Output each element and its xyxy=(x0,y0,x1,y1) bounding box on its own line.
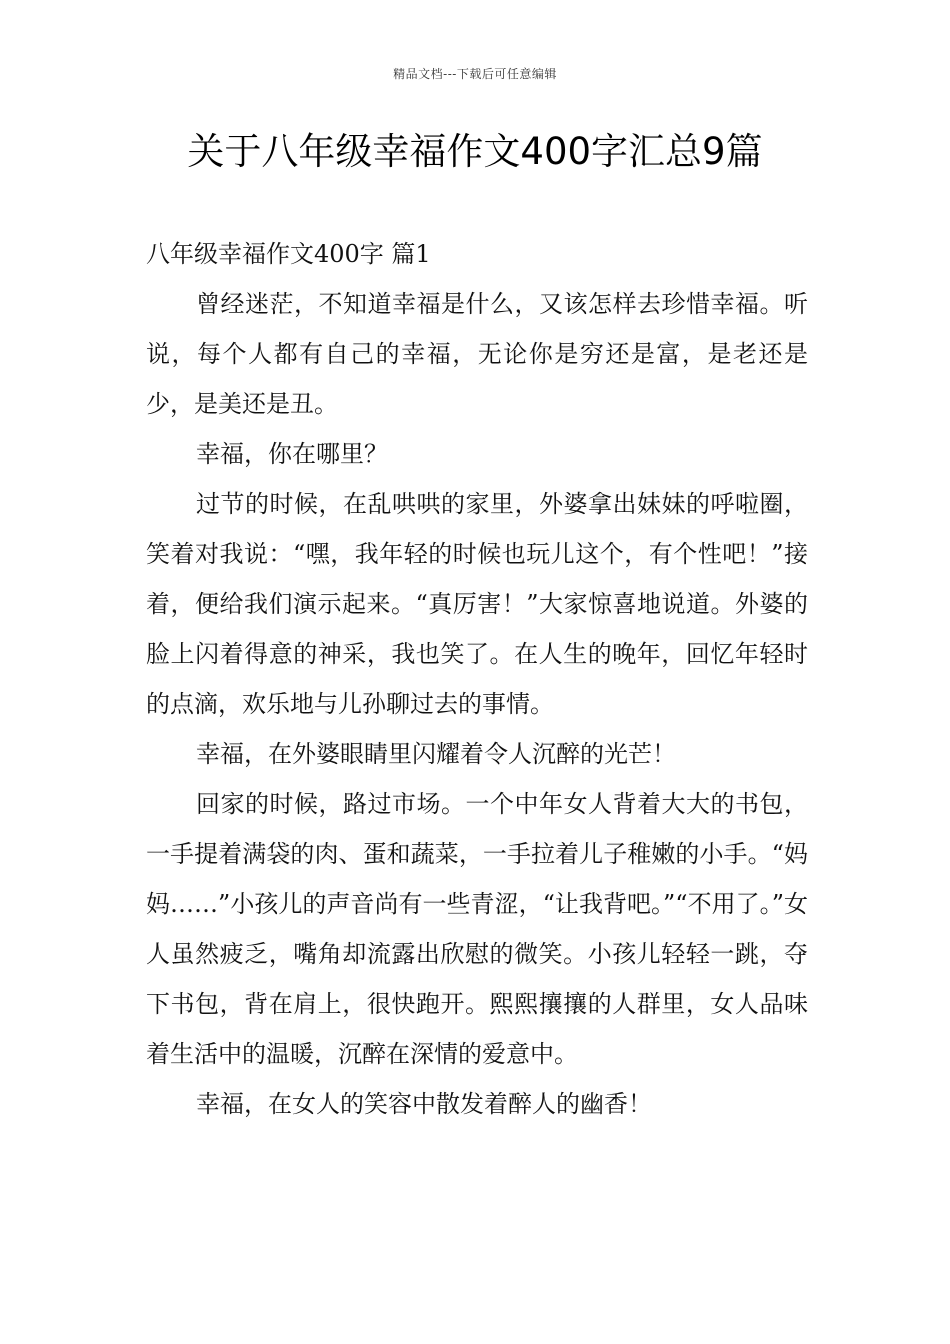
document-title: 关于八年级幸福作文400字汇总9篇 xyxy=(187,130,763,173)
paragraph: 幸福，你在哪里？ xyxy=(196,440,388,468)
paragraph: 幸福，在女人的笑容中散发着醉人的幽香！ xyxy=(196,1090,652,1118)
paragraph: 过节的时候，在乱哄哄的家里，外婆拿出妹妹的呼啦圈，笑着对我说：“嘿，我年轻的时候也玩儿这个，有个性吧！”接着，便给我们演示起来。“真厉害！”大家惊喜地说道。外婆的脸上闪着得意的神采，我也笑了。在人生的晚年，回忆年轻时的点滴，欢乐地与儿孙聊过去的事情。 xyxy=(146,490,808,718)
paragraph: 幸福，在外婆眼睛里闪耀着令人沉醉的光芒！ xyxy=(196,740,676,768)
section-title: 八年级幸福作文400字 篇1 xyxy=(146,240,431,268)
header-note: 精品文档---下载后可任意编辑 xyxy=(393,67,557,81)
paragraph: 曾经迷茫，不知道幸福是什么，又该怎样去珍惜幸福。听说，每个人都有自己的幸福，无论你是穷还是富，是老还是少，是美还是丑。 xyxy=(146,290,808,418)
document-body xyxy=(146,229,808,1129)
paragraph: 回家的时候，路过市场。一个中年女人背着大大的书包，一手提着满袋的肉、蛋和蔬菜，一手拉着儿子稚嫩的小手。“妈妈……”小孩儿的声音尚有一些青涩，“让我背吧。”“不用了。”女人虽然疲乏，嘴角却流露出欣慰的微笑。小孩儿轻轻一跳，夺下书包，背在肩上，很快跑开。熙熙攘攘的人群里，女人品味着生活中的温暖，沉醉在深情的爱意中。 xyxy=(146,790,808,1068)
